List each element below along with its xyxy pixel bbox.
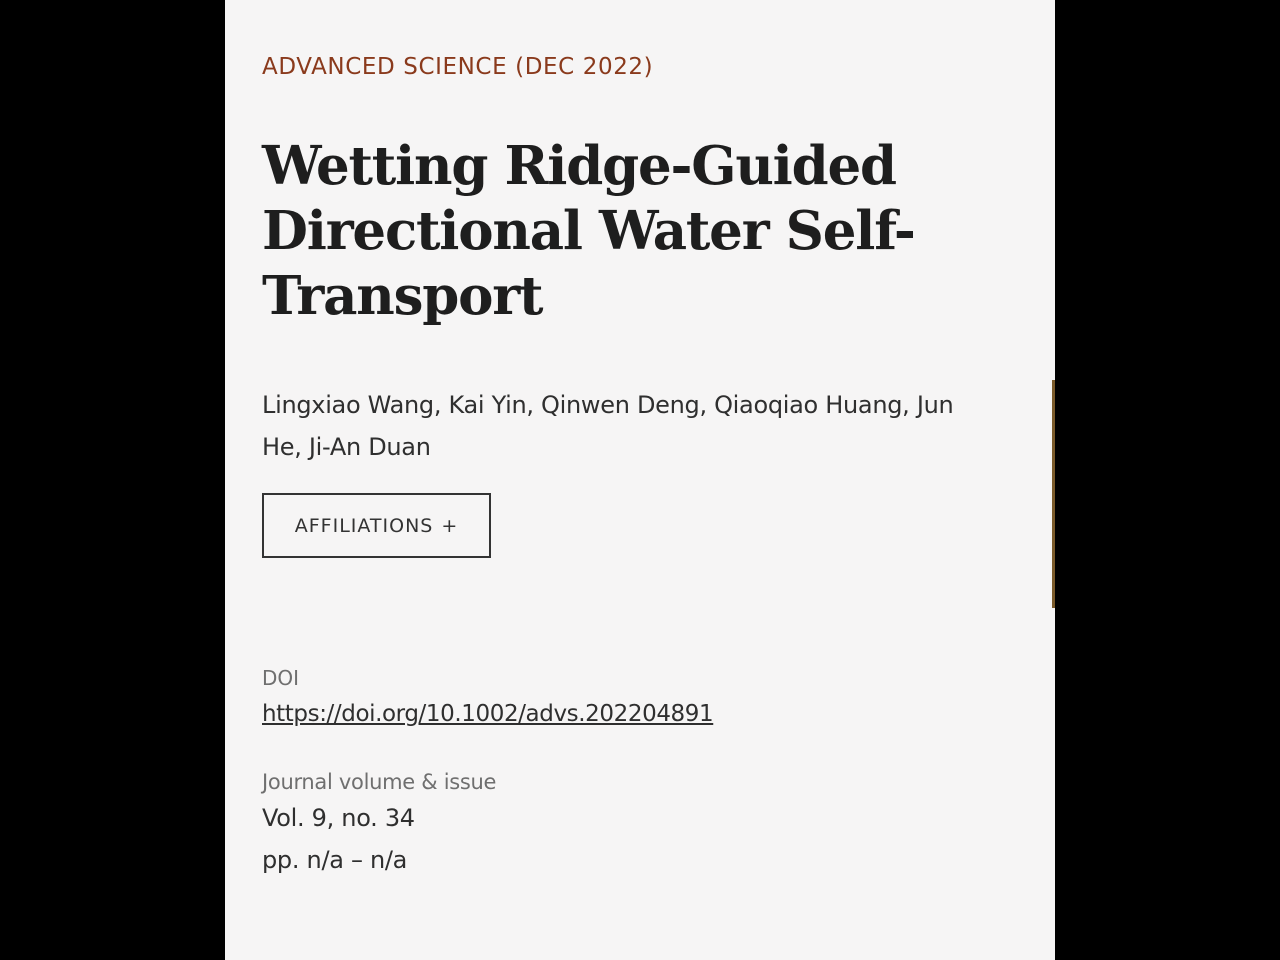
- page-range: pp. n/a – n/a: [262, 846, 408, 874]
- affiliations-label: AFFILIATIONS: [294, 514, 434, 537]
- volume-issue-label: Journal volume & issue: [262, 770, 497, 794]
- doi-label: DOI: [262, 666, 300, 690]
- article-title: Wetting Ridge-Guided Directional Water Self-Transport: [262, 135, 915, 327]
- article-card: [225, 0, 1055, 960]
- author-list: Lingxiao Wang, Kai Yin, Qinwen Deng, Qiaoqiao Huang, Jun He, Ji-An Duan: [262, 391, 954, 461]
- plus-icon: +: [441, 514, 459, 537]
- volume-issue-value: Vol. 9, no. 34: [262, 804, 415, 832]
- doi-link[interactable]: https://doi.org/10.1002/advs.202204891: [262, 701, 714, 727]
- affiliations-button[interactable]: [262, 493, 491, 558]
- side-accent-bar: [1052, 380, 1055, 608]
- journal-name: ADVANCED SCIENCE (DEC 2022): [262, 54, 654, 80]
